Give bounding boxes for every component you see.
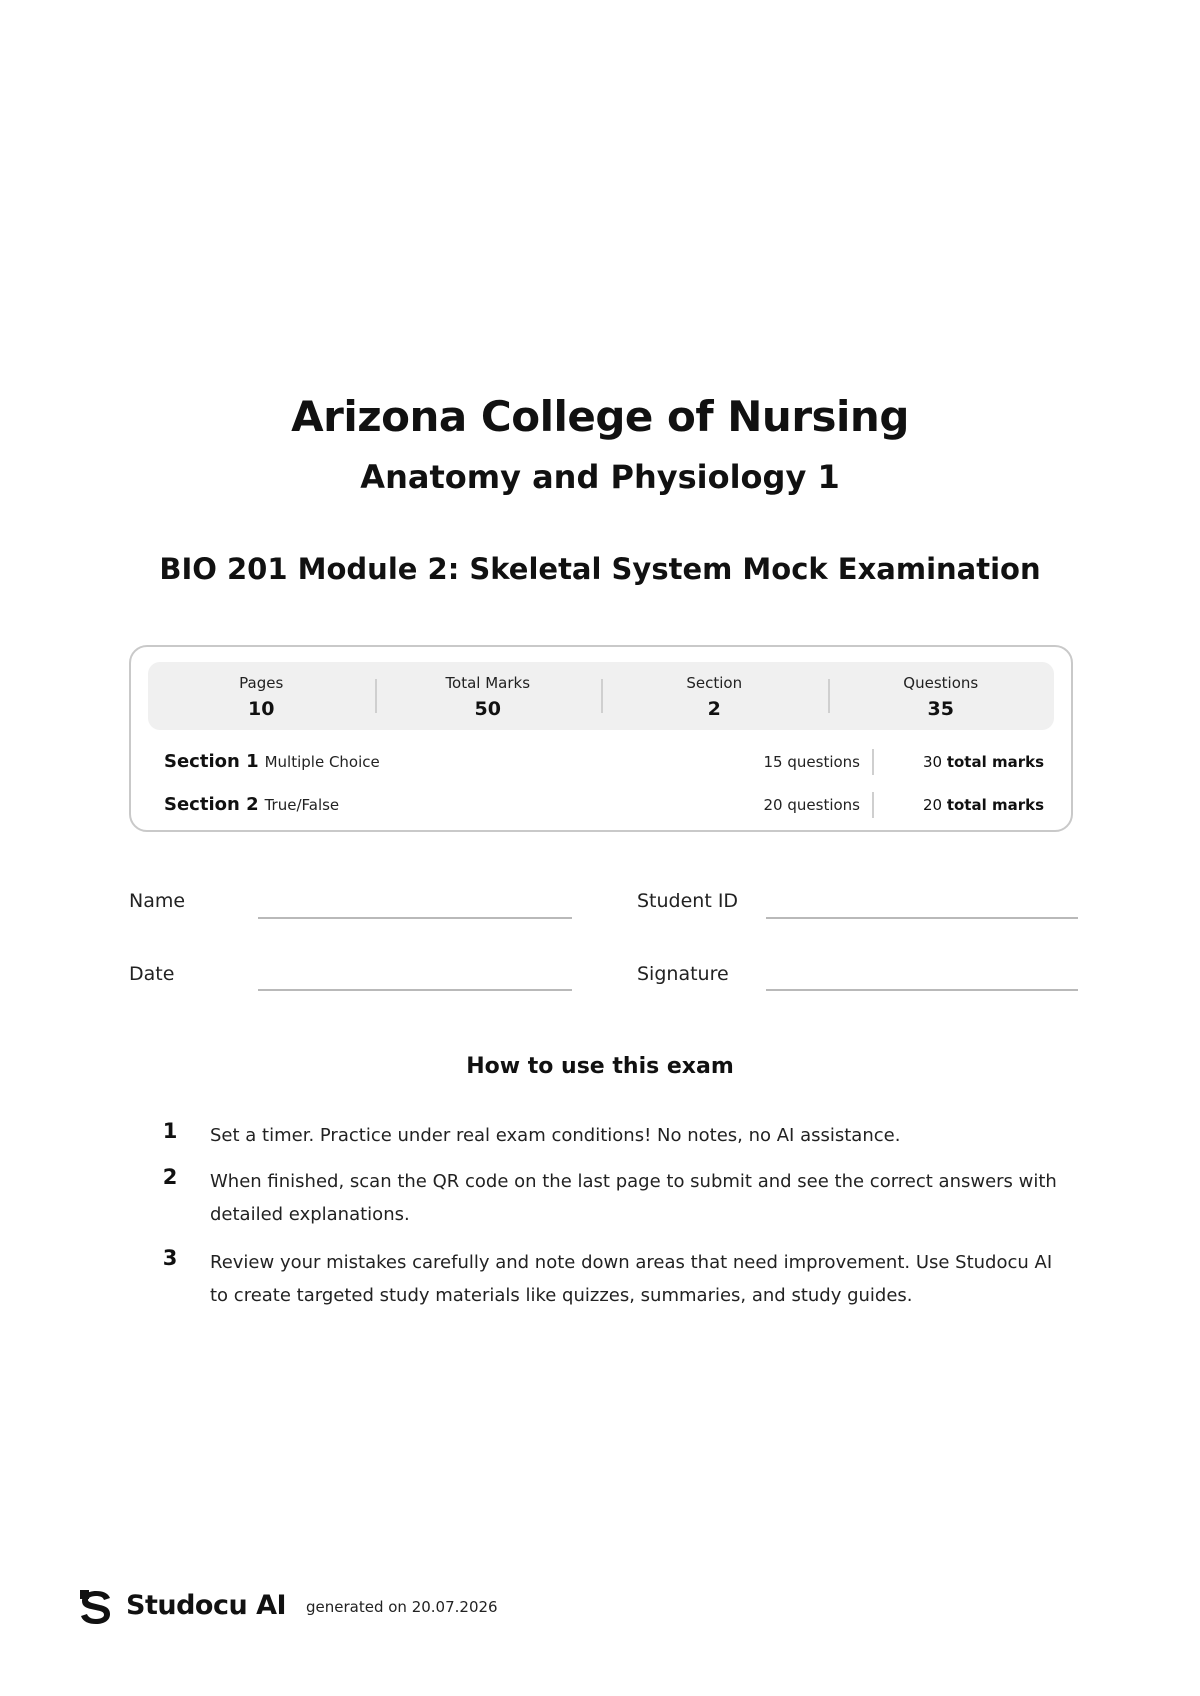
stat-value: 50: [474, 698, 501, 720]
section-type: Multiple Choice: [264, 753, 380, 771]
section-type: True/False: [264, 796, 340, 814]
course-title: Anatomy and Physiology 1: [360, 458, 840, 496]
stat-value: 35: [927, 698, 954, 720]
stat-questions: [828, 662, 1055, 730]
instruction-step-1: [160, 1119, 1060, 1159]
section-question-count: 20 questions: [763, 796, 860, 814]
footer: [78, 1588, 678, 1628]
step-text: Set a timer. Practice under real exam conditions! No notes, no AI assistance.: [210, 1125, 901, 1146]
section-marks-number: 30: [922, 753, 943, 771]
instruction-step-3: [160, 1246, 1060, 1316]
step-number: 2: [162, 1165, 178, 1189]
signature-field[interactable]: [766, 989, 1078, 991]
section-name-text: Section 1: [164, 751, 259, 772]
stat-label: Total Marks: [445, 674, 531, 692]
stats-bar: [148, 662, 1054, 730]
name-field[interactable]: [258, 917, 572, 919]
section-divider: [872, 749, 874, 775]
brand-name: Studocu AI: [126, 1590, 287, 1621]
section-divider: [872, 792, 874, 818]
exam-summary-box: [129, 645, 1073, 832]
section-marks: [894, 796, 1044, 814]
date-label: Date: [129, 963, 175, 985]
section-row-1: [164, 747, 1044, 777]
signature-label: Signature: [637, 963, 729, 985]
section-name: [164, 751, 380, 772]
section-question-count: 15 questions: [763, 753, 860, 771]
stat-value: 2: [707, 698, 721, 720]
stat-value: 10: [248, 698, 275, 720]
instructions-title: How to use this exam: [466, 1054, 734, 1079]
generated-date: generated on 20.07.2026: [306, 1598, 498, 1616]
stat-pages: [148, 662, 375, 730]
step-number: 1: [162, 1119, 178, 1143]
stat-label: Pages: [239, 674, 284, 692]
section-marks-label: total marks: [946, 753, 1044, 771]
exam-title: BIO 201 Module 2: Skeletal System Mock Examination: [159, 552, 1041, 586]
stat-section: [601, 662, 828, 730]
date-field[interactable]: [258, 989, 572, 991]
student-id-field[interactable]: [766, 917, 1078, 919]
name-label: Name: [129, 890, 186, 912]
instruction-step-2: [160, 1165, 1060, 1235]
step-text: Review your mistakes carefully and note down areas that need improvement. Use Studocu AI to create targeted study materials like quizzes, summaries, and study guides.: [210, 1252, 1053, 1306]
step-number: 3: [162, 1246, 178, 1270]
section-marks: [894, 753, 1044, 771]
section-row-2: [164, 790, 1044, 820]
stat-label: Section: [686, 674, 743, 692]
stat-total-marks: [375, 662, 602, 730]
institution-title: Arizona College of Nursing: [291, 392, 909, 441]
stat-label: Questions: [903, 674, 979, 692]
section-name: [164, 794, 339, 815]
studocu-logo-icon: [78, 1588, 114, 1626]
section-marks-label: total marks: [946, 796, 1044, 814]
step-text: When finished, scan the QR code on the last page to submit and see the correct answers with detailed explanations.: [210, 1171, 1057, 1225]
section-name-text: Section 2: [164, 794, 259, 815]
section-marks-number: 20: [922, 796, 943, 814]
student-id-label: Student ID: [637, 890, 739, 912]
